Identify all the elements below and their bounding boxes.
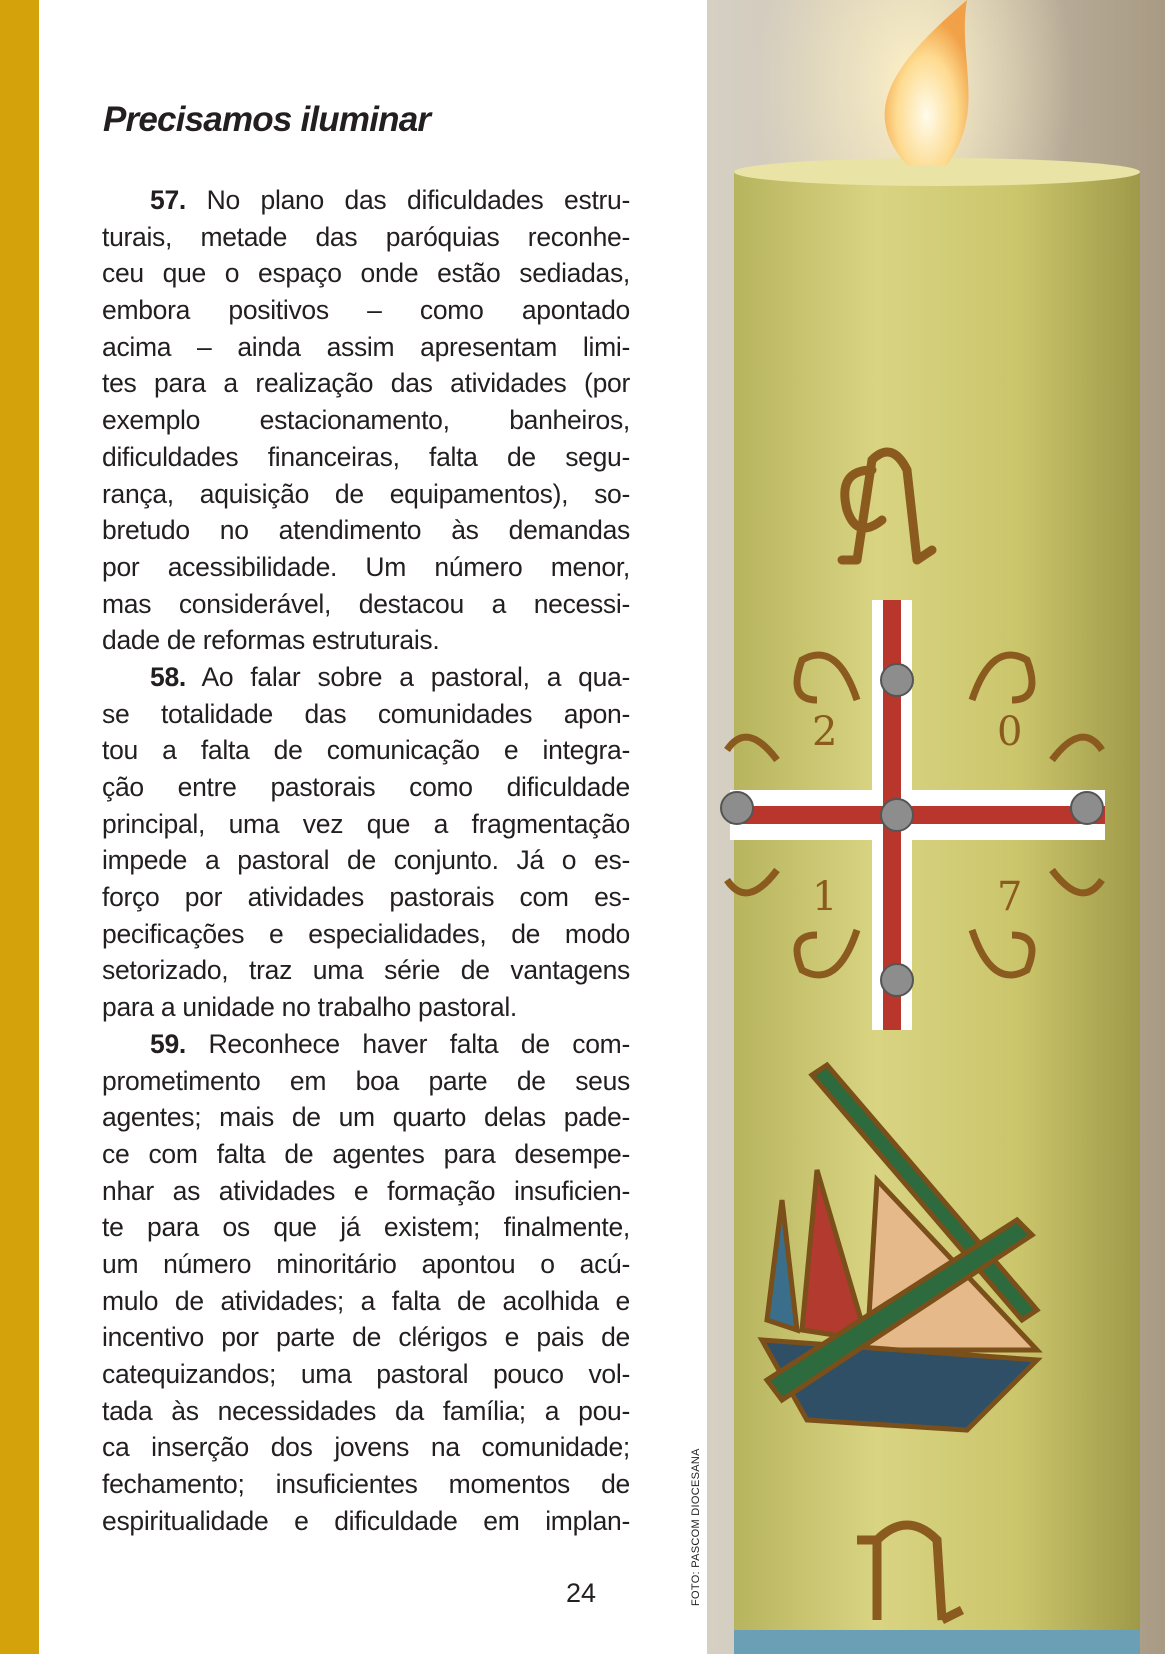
line-text: se totalidade das comunidades apon-	[102, 698, 630, 729]
text-line	[102, 769, 630, 806]
text-line	[102, 1283, 630, 1320]
text-line	[102, 439, 630, 476]
text-line	[102, 219, 630, 256]
text-line	[102, 1429, 630, 1466]
candle-number-0: 0	[997, 709, 1023, 755]
paragraph-number: 57.	[150, 185, 186, 215]
text-line	[102, 476, 630, 513]
text-line	[102, 732, 630, 769]
line-text: um número minoritário apontou o acú-	[102, 1248, 630, 1279]
line-text: bretudo no atendimento às demandas	[102, 515, 630, 546]
line-text: dade de reformas estruturais.	[102, 625, 440, 656]
paragraph-number: 59.	[150, 1028, 186, 1059]
candle-number-1: 1	[812, 874, 838, 920]
paragraph-number: 58.	[150, 661, 186, 692]
line-text: tou a falta de comunicação e integra-	[102, 735, 630, 766]
text-line	[102, 586, 630, 623]
text-line	[102, 1246, 630, 1283]
text-line	[102, 842, 630, 879]
text-line	[102, 916, 630, 953]
line-text: Ao falar sobre a pastoral, a qua-	[201, 661, 630, 692]
line-text: incentivo por parte de clérigos e pais de	[102, 1322, 630, 1353]
text-line	[102, 622, 630, 659]
line-text: tada às necessidades da família; a pou-	[102, 1395, 630, 1426]
line-text: ceu que o espaço onde estão sediadas,	[102, 258, 630, 289]
text-line	[102, 1393, 630, 1430]
line-text: ca inserção dos jovens na comunidade;	[102, 1432, 630, 1463]
candle-photo	[707, 0, 1165, 1654]
text-line	[102, 952, 630, 989]
section-title: Precisamos iluminar	[103, 100, 431, 139]
line-text: te para os que já existem; finalmente,	[102, 1212, 630, 1243]
text-line	[102, 292, 630, 329]
line-text: principal, uma vez que a fragmentação	[102, 808, 630, 839]
body-text	[102, 182, 630, 1539]
line-text: turais, metade das paróquias reconhe-	[102, 221, 630, 252]
gold-side-strip	[0, 0, 39, 1654]
text-line	[102, 1503, 630, 1540]
line-text: por acessibilidade. Um número menor,	[102, 551, 630, 582]
line-text: forço por atividades pastorais com es-	[102, 882, 630, 913]
text-line	[102, 512, 630, 549]
line-text: dificuldades financeiras, falta de segu-	[102, 441, 630, 472]
text-line	[102, 402, 630, 439]
text-line	[102, 879, 630, 916]
line-text: ce com falta de agentes para desempe-	[102, 1138, 630, 1169]
text-line	[102, 1173, 630, 1210]
line-text: espiritualidade e dificuldade em implan-	[102, 1505, 630, 1536]
text-line	[102, 1466, 630, 1503]
text-line	[102, 255, 630, 292]
line-text: agentes; mais de um quarto delas pade-	[102, 1102, 630, 1133]
line-text: acima – ainda assim apresentam limi-	[102, 331, 630, 362]
line-text: embora positivos – como apontado	[102, 295, 630, 326]
text-line	[102, 1026, 630, 1063]
line-text: pecificações e especialidades, de modo	[102, 918, 630, 949]
line-text: No plano das dificuldades estru-	[206, 185, 630, 215]
line-text: Reconhece haver falta de com-	[208, 1028, 630, 1059]
text-line	[102, 182, 630, 219]
text-line	[102, 1099, 630, 1136]
text-line	[102, 1209, 630, 1246]
text-line	[102, 1136, 630, 1173]
text-line	[102, 365, 630, 402]
line-text: prometimento em boa parte de seus	[102, 1065, 630, 1096]
line-text: tes para a realização das atividades (por	[102, 368, 630, 399]
line-text: nhar as atividades e formação insuficien-	[102, 1175, 630, 1206]
line-text: exemplo estacionamento, banheiros,	[102, 405, 630, 436]
line-text: fechamento; insuficientes momentos de	[102, 1469, 630, 1500]
candle-body	[734, 172, 1140, 1654]
line-text: para a unidade no trabalho pastoral.	[102, 992, 517, 1023]
text-line	[102, 1063, 630, 1100]
text-line	[102, 989, 630, 1026]
candle-number-2: 2	[812, 709, 838, 755]
text-line	[102, 696, 630, 733]
line-text: ção entre pastorais como dificuldade	[102, 772, 630, 802]
line-text: setorizado, traz uma série de vantagens	[102, 955, 630, 986]
line-text: rança, aquisição de equipamentos), so-	[102, 478, 630, 509]
text-line	[102, 806, 630, 843]
line-text: mas considerável, destacou a necessi-	[102, 588, 630, 619]
page-number: 24	[566, 1578, 597, 1608]
text-line	[102, 1319, 630, 1356]
text-line	[102, 1356, 630, 1393]
photo-credit: FOTO: PASCOM DIOCESANA	[690, 1448, 702, 1606]
line-text: mulo de atividades; a falta de acolhida e	[102, 1285, 630, 1316]
text-line	[102, 659, 630, 696]
text-line	[102, 329, 630, 366]
line-text: impede a pastoral de conjunto. Já o es-	[102, 845, 630, 876]
candle-number-7: 7	[997, 874, 1023, 920]
text-line	[102, 549, 630, 586]
line-text: catequizandos; uma pastoral pouco vol-	[102, 1359, 630, 1389]
